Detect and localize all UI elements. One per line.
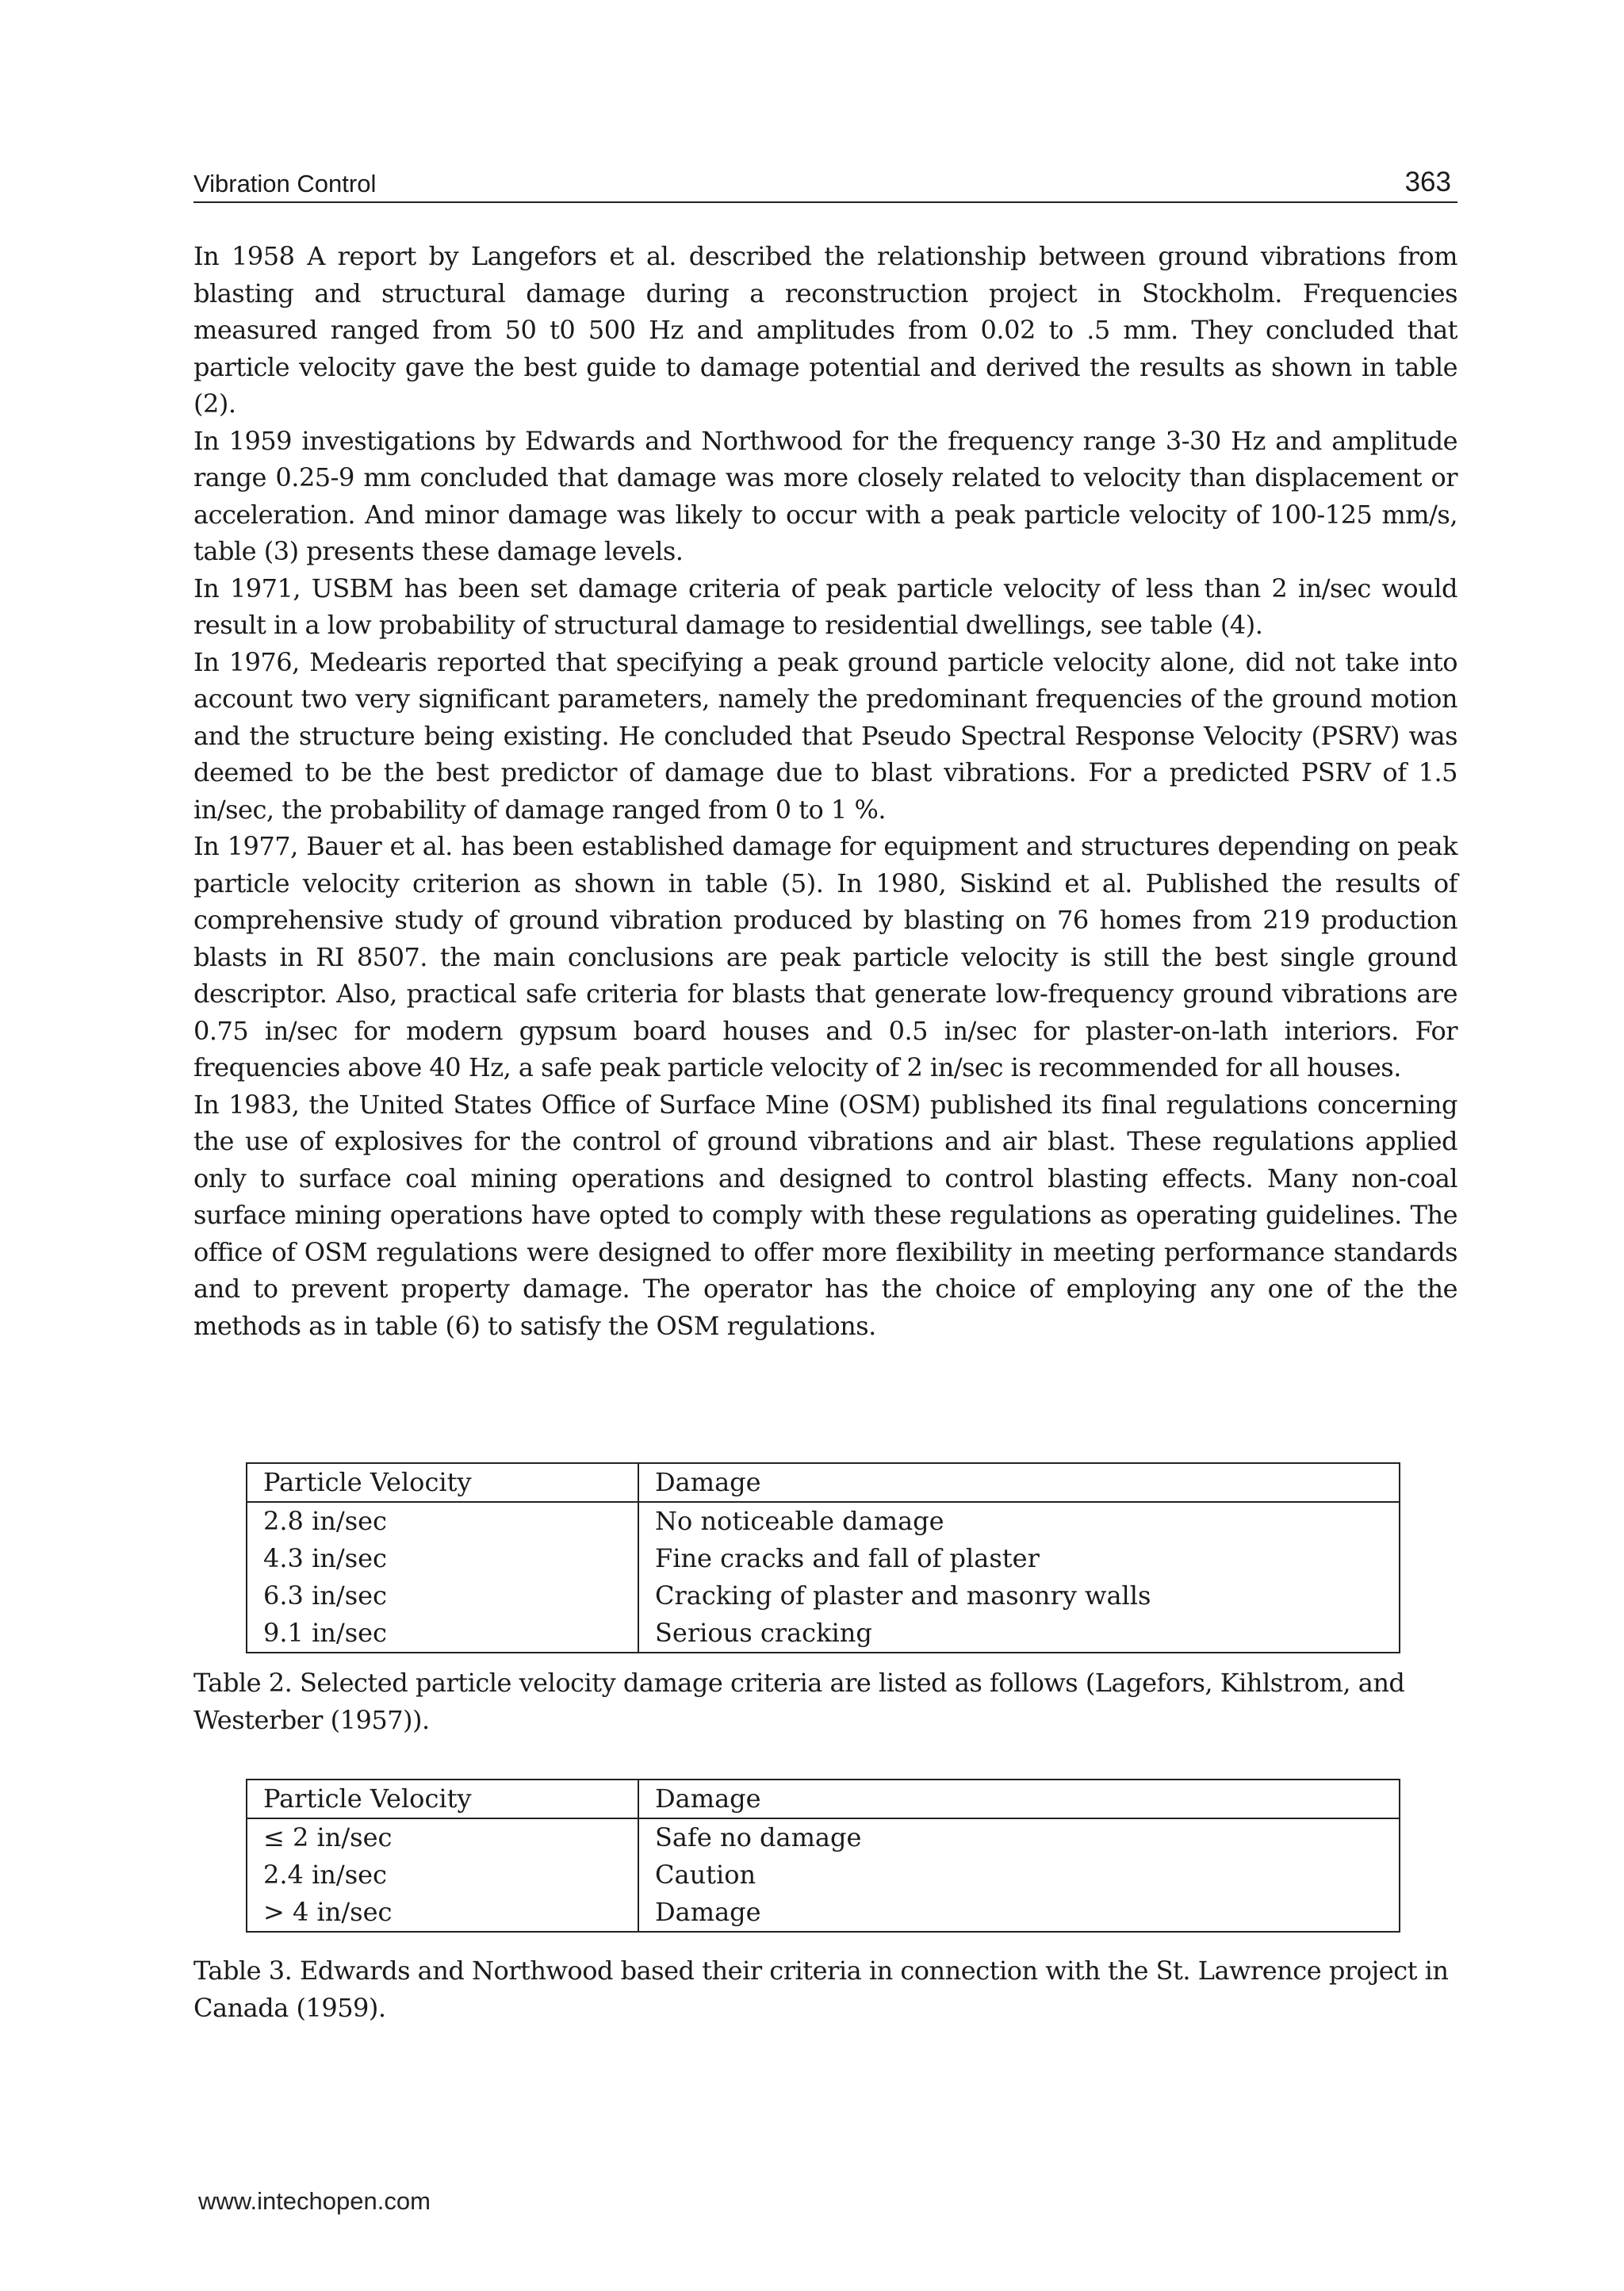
table-row <box>247 1502 1400 1540</box>
table-row <box>247 1894 1400 1932</box>
running-header <box>193 163 1457 203</box>
cell-damage: Damage <box>655 1897 761 1927</box>
column-header-damage: Damage <box>638 1463 1400 1502</box>
cell-damage: No noticeable damage <box>655 1506 944 1536</box>
table-header-row <box>247 1780 1400 1818</box>
running-title: Vibration Control <box>193 170 377 197</box>
cell-particle-velocity: 2.4 in/sec <box>247 1856 638 1894</box>
table-row <box>247 1615 1400 1653</box>
cell-particle-velocity: ≤ 2 in/sec <box>247 1818 638 1856</box>
cell-damage: Serious cracking <box>655 1618 872 1648</box>
cell-particle-velocity: 4.3 in/sec <box>247 1540 638 1577</box>
paragraph-1971-usbm: In 1971, USBM has been set damage criteria of peak particle velocity of less than 2 in/sec would result in a low probability of structural damage to residential dwellings, see table (4). <box>193 573 1457 640</box>
paragraph-1976-medearis: In 1976, Medearis reported that specifying a peak ground particle velocity alone, did not take into account two very significant parameters, namely the predominant frequencies of the ground motion and the structure being existing. He concluded that Pseudo Spectral Response Velocity (PSRV) was deemed to be the best predictor of damage due to blast vibrations. For a predicted PSRV of 1.5 in/sec, the probability of damage ranged from 0 to 1 %. <box>193 646 1457 825</box>
column-header-particle-velocity: Particle Velocity <box>247 1463 638 1502</box>
table-row <box>247 1540 1400 1577</box>
cell-particle-velocity: > 4 in/sec <box>247 1894 638 1932</box>
footer-url: www.intechopen.com <box>198 2187 431 2215</box>
paragraph-1959-edwards-northwood: In 1959 investigations by Edwards and Northwood for the frequency range 3-30 Hz and amplitude range 0.25-9 mm concluded that damage was more closely related to velocity than displacement or acceleration. And minor damage was likely to occur with a peak particle velocity of 100-125 mm/s, table (3) presents these damage levels. <box>193 425 1457 566</box>
page-number: 363 <box>1404 167 1451 197</box>
cell-damage: Cracking of plaster and masonry walls <box>655 1580 1151 1611</box>
table-3-caption: Table 3. Edwards and Northwood based their criteria in connection with the St. Lawrence project in Canada (1959). <box>193 1956 1449 2023</box>
table-header-row <box>247 1463 1400 1502</box>
paragraph-1958-langefors: In 1958 A report by Langefors et al. described the relationship between ground vibrations from blasting and structural damage during a reconstruction project in Stockholm. Frequencies measured ranged from 50 t0 500 Hz and amplitudes from 0.02 to .5 mm. They concluded that particle velocity gave the best guide to damage potential and derived the results as shown in table (2). <box>193 241 1457 419</box>
cell-particle-velocity: 9.1 in/sec <box>247 1615 638 1653</box>
table-row <box>247 1818 1400 1856</box>
paragraph-1983-osm: In 1983, the United States Office of Surface Mine (OSM) published its final regulations concerning the use of explosives for the control of ground vibrations and air blast. These regulations applied only to surface coal mining operations and designed to control blasting effects. Many non-coal surface mining operations have opted to comply with these regulations as operating guidelines. The office of OSM regulations were designed to offer more flexibility in meeting performance standards and to prevent property damage. The operator has the choice of employing any one of the the methods as in table (6) to satisfy the OSM regulations. <box>193 1089 1457 1341</box>
table-3 <box>246 1779 1400 1933</box>
cell-damage: Caution <box>655 1860 756 1890</box>
cell-damage: Fine cracks and fall of plaster <box>655 1543 1040 1573</box>
table-2 <box>246 1462 1400 1653</box>
table-row <box>247 1856 1400 1894</box>
cell-damage: Safe no damage <box>655 1822 862 1852</box>
cell-particle-velocity: 6.3 in/sec <box>247 1577 638 1615</box>
column-header-damage: Damage <box>638 1780 1400 1818</box>
cell-particle-velocity: 2.8 in/sec <box>247 1502 638 1540</box>
table-row <box>247 1577 1400 1615</box>
column-header-particle-velocity: Particle Velocity <box>247 1780 638 1818</box>
table-2-caption: Table 2. Selected particle velocity damage criteria are listed as follows (Lagefors, Kihlstrom, and Westerber (1957)). <box>193 1668 1405 1735</box>
paragraph-1977-bauer: In 1977, Bauer et al. has been established damage for equipment and structures depending on peak particle velocity criterion as shown in table (5). In 1980, Siskind et al. Published the results of comprehensive study of ground vibration produced by blasting on 76 homes from 219 production blasts in RI 8507. the main conclusions are peak particle velocity is still the best single ground descriptor. Also, practical safe criteria for blasts that generate low-frequency ground vibrations are 0.75 in/sec for modern gypsum board houses and 0.5 in/sec for plaster-on-lath interiors. For frequencies above 40 Hz, a safe peak particle velocity of 2 in/sec is recommended for all houses. <box>193 831 1457 1082</box>
body-text <box>193 238 1457 1344</box>
